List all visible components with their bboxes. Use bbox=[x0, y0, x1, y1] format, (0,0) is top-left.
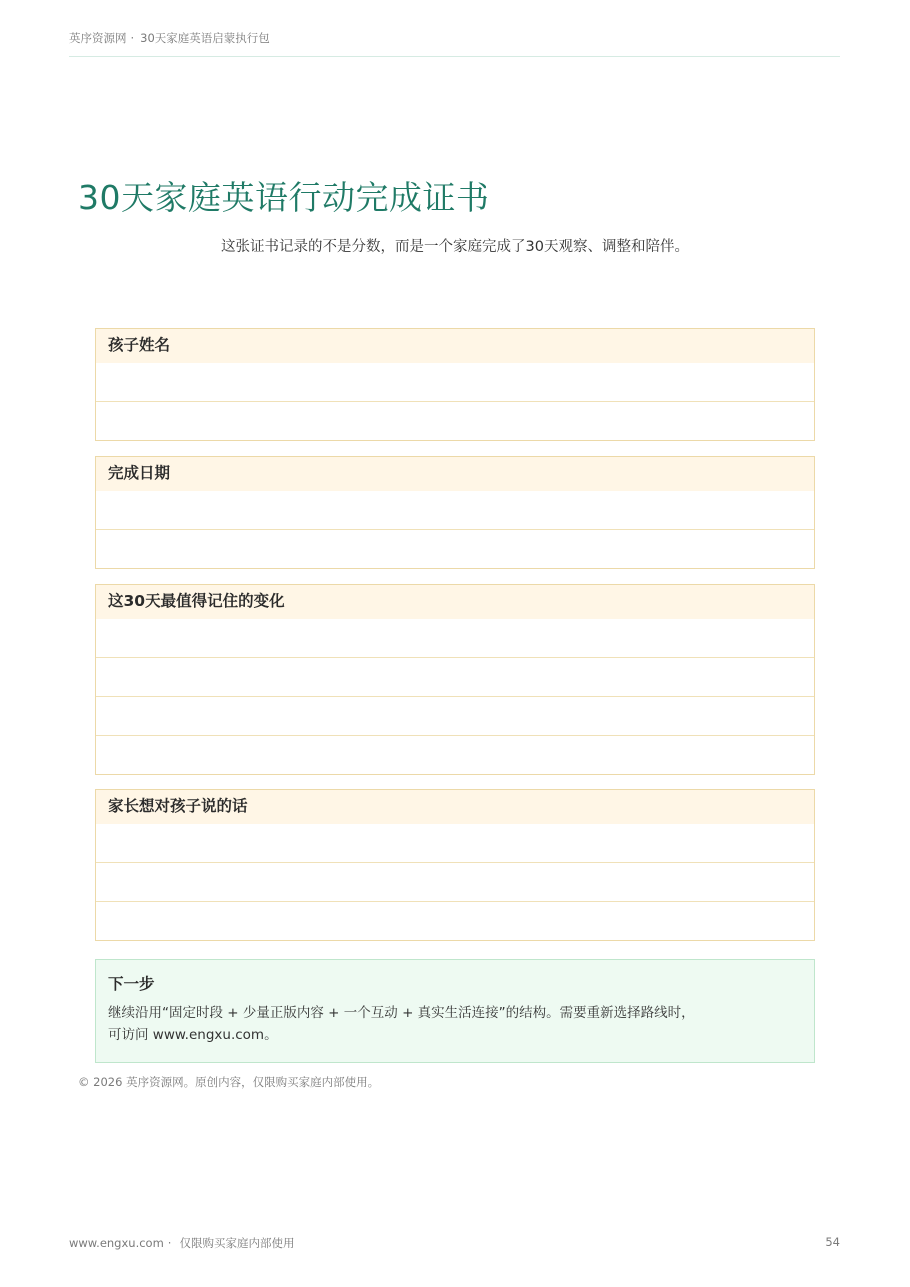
writing-line bbox=[96, 619, 814, 657]
parent-message-label: 家长想对孩子说的话 bbox=[96, 790, 814, 824]
next-step-title: 下一步 bbox=[108, 975, 155, 993]
next-step-line: 继续沿用“固定时段 + 少量正版内容 + 一个互动 + 真实生活连接”的结构。需要重新选择路线时， bbox=[108, 1005, 695, 1021]
completion-date-box bbox=[95, 456, 815, 569]
footer-separator: · bbox=[167, 1236, 172, 1250]
header-site-name: 英序资源网 bbox=[69, 31, 127, 45]
header-doc-title: 30天家庭英语启蒙执行包 bbox=[140, 31, 270, 45]
writing-line bbox=[96, 901, 814, 940]
changes-label: 这30天最值得记住的变化 bbox=[96, 585, 814, 619]
parent-message-box bbox=[95, 789, 815, 941]
writing-line bbox=[96, 401, 814, 440]
certificate-title: 30天家庭英语行动完成证书 bbox=[78, 178, 490, 217]
next-step-line: 可访问 www.engxu.com。 bbox=[108, 1027, 278, 1043]
page-footer bbox=[69, 1235, 840, 1251]
child-name-label: 孩子姓名 bbox=[96, 329, 814, 363]
writing-line bbox=[96, 862, 814, 901]
next-step-box bbox=[95, 959, 815, 1063]
footer-url: www.engxu.com bbox=[69, 1236, 164, 1250]
completion-date-label: 完成日期 bbox=[96, 457, 814, 491]
writing-line bbox=[96, 696, 814, 735]
certificate-subtitle: 这张证书记录的不是分数，而是一个家庭完成了30天观察、调整和陪伴。 bbox=[221, 239, 689, 255]
writing-line bbox=[96, 824, 814, 862]
footer-note: 仅限购买家庭内部使用 bbox=[179, 1236, 295, 1250]
writing-line bbox=[96, 529, 814, 568]
page-header bbox=[69, 30, 840, 57]
header-separator: · bbox=[130, 31, 135, 45]
writing-line bbox=[96, 491, 814, 529]
child-name-box bbox=[95, 328, 815, 441]
next-step-body bbox=[108, 1002, 802, 1046]
writing-line bbox=[96, 735, 814, 774]
writing-line bbox=[96, 657, 814, 696]
page-number: 54 bbox=[825, 1235, 840, 1249]
changes-box bbox=[95, 584, 815, 775]
writing-line bbox=[96, 363, 814, 401]
copyright-notice: © 2026 英序资源网。原创内容，仅限购买家庭内部使用。 bbox=[78, 1075, 380, 1089]
